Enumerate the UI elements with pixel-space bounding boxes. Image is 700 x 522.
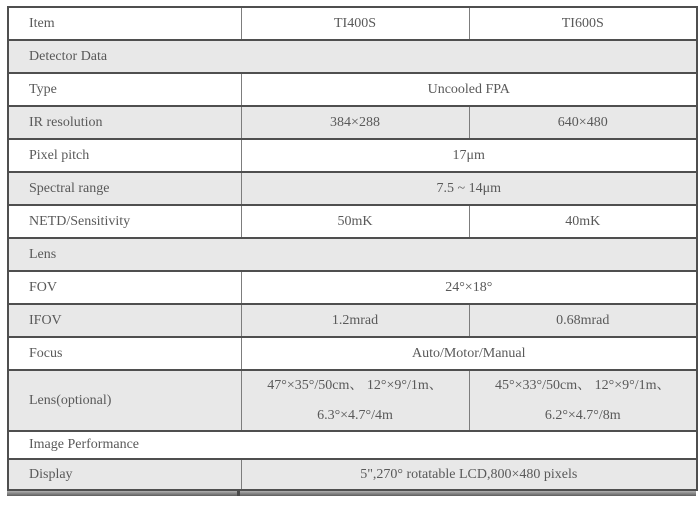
section-row-lens	[8, 238, 697, 271]
ir-resolution-ti600s: 640×480	[469, 106, 697, 139]
focus-value: Auto/Motor/Manual	[241, 337, 697, 370]
header-model-ti600s: TI600S	[469, 7, 697, 40]
display-label: Display	[8, 459, 241, 490]
table-row-ifov	[8, 304, 697, 337]
section-row-detector-data	[8, 40, 697, 73]
ifov-ti600s: 0.68mrad	[469, 304, 697, 337]
netd-ti400s: 50mK	[241, 205, 469, 238]
lens-optional-ti600s-line1: 45°×33°/50cm、 12°×9°/1m、	[495, 377, 671, 393]
spec-table	[7, 6, 698, 491]
table-row-ir-resolution	[8, 106, 697, 139]
table-row-display	[8, 459, 697, 490]
type-value: Uncooled FPA	[241, 73, 697, 106]
table-row-pixel-pitch	[8, 139, 697, 172]
ir-resolution-ti400s: 384×288	[241, 106, 469, 139]
netd-ti600s: 40mK	[469, 205, 697, 238]
ifov-label: IFOV	[8, 304, 241, 337]
table-row-type	[8, 73, 697, 106]
lens-optional-ti600s	[469, 370, 697, 431]
lens-optional-ti600s-lines	[470, 379, 697, 423]
ir-resolution-label: IR resolution	[8, 106, 241, 139]
netd-label: NETD/Sensitivity	[8, 205, 241, 238]
table-row-netd	[8, 205, 697, 238]
type-label: Type	[8, 73, 241, 106]
section-label-image-performance: Image Performance	[8, 431, 697, 459]
section-row-image-performance	[8, 431, 697, 459]
pixel-pitch-value: 17μm	[241, 139, 697, 172]
lens-optional-label: Lens(optional)	[8, 370, 241, 431]
cutoff-column-divider	[237, 491, 240, 496]
lens-optional-ti400s-lines	[242, 379, 469, 423]
table-row-header	[8, 7, 697, 40]
table-row-lens-optional	[8, 370, 697, 431]
table-row-spectral-range	[8, 172, 697, 205]
header-item-label: Item	[8, 7, 241, 40]
fov-value: 24°×18°	[241, 271, 697, 304]
pixel-pitch-label: Pixel pitch	[8, 139, 241, 172]
lens-optional-ti400s	[241, 370, 469, 431]
table-row-focus	[8, 337, 697, 370]
header-model-ti400s: TI400S	[241, 7, 469, 40]
table-row-fov	[8, 271, 697, 304]
lens-optional-ti600s-line2: 6.2°×4.7°/8m	[544, 407, 621, 423]
display-value: 5",270° rotatable LCD,800×480 pixels	[241, 459, 697, 490]
section-label-detector-data: Detector Data	[8, 40, 697, 73]
ifov-ti400s: 1.2mrad	[241, 304, 469, 337]
spectral-range-value: 7.5 ~ 14μm	[241, 172, 697, 205]
cutoff-next-row-strip	[7, 491, 696, 496]
spectral-range-label: Spectral range	[8, 172, 241, 205]
section-label-lens: Lens	[8, 238, 697, 271]
fov-label: FOV	[8, 271, 241, 304]
lens-optional-ti400s-line1: 47°×35°/50cm、 12°×9°/1m、	[267, 377, 443, 393]
focus-label: Focus	[8, 337, 241, 370]
lens-optional-ti400s-line2: 6.3°×4.7°/4m	[317, 407, 393, 423]
